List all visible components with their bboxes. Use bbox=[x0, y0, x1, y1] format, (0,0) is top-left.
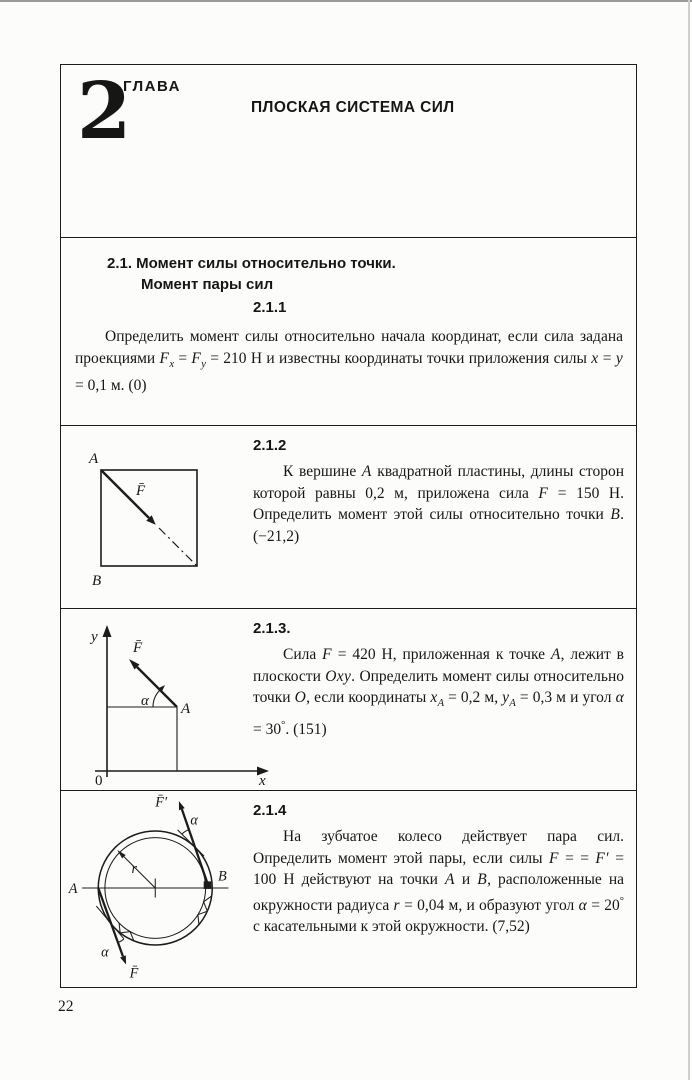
problem-text-2-1-4 bbox=[253, 826, 624, 938]
text-segment: = 100 Н действуют на точки bbox=[253, 849, 624, 888]
text-segment: = 0,2 м, bbox=[444, 689, 503, 706]
text-segment: r bbox=[393, 896, 400, 914]
text-segment: A bbox=[445, 871, 455, 888]
text-segment: Oxy bbox=[325, 667, 352, 685]
text-segment: = 30 bbox=[253, 720, 282, 738]
text-segment: x bbox=[591, 349, 599, 367]
text-segment: , расположенные на окружности радиуса bbox=[253, 871, 625, 914]
text-segment: y bbox=[615, 349, 624, 367]
text-segment: = 0,1 м. (0) bbox=[75, 377, 147, 395]
chapter-header-section bbox=[61, 65, 636, 238]
y-axis-arrowhead bbox=[103, 625, 112, 637]
text-segment: F′ bbox=[595, 849, 609, 867]
text-segment: = 0,3 м и угол bbox=[515, 689, 616, 706]
text-segment: и bbox=[454, 871, 478, 888]
force-f-prime-arrowhead bbox=[179, 801, 185, 810]
text-segment: F bbox=[538, 484, 549, 502]
text-segment: . (151) bbox=[285, 720, 327, 738]
text-segment: . (−21,2) bbox=[253, 506, 624, 545]
vertex-a-label: A bbox=[89, 451, 99, 467]
problem-text-2-1-1 bbox=[75, 326, 623, 397]
problem-2-1-4-section bbox=[61, 791, 636, 983]
text-segment: B bbox=[610, 506, 621, 523]
text-segment: = 210 Н и известны координаты точки приложения силы bbox=[205, 349, 592, 367]
text-segment: = bbox=[174, 349, 192, 367]
diagram-gear-wheel bbox=[65, 793, 255, 983]
point-a-label: A bbox=[68, 880, 78, 897]
text-segment: квадратной пластины, длины сторон которой равны 0,2 м, приложена сила bbox=[253, 463, 624, 502]
angle-alpha-label: α bbox=[141, 693, 149, 709]
scan-right-edge bbox=[688, 0, 690, 1080]
text-segment: A bbox=[361, 463, 372, 480]
text-segment: = bbox=[598, 349, 616, 367]
force-line-extension bbox=[159, 528, 197, 566]
text-segment: К вершине bbox=[283, 463, 362, 480]
angle-alpha-arc bbox=[153, 690, 160, 707]
text-segment: F bbox=[322, 646, 332, 663]
text-segment: O bbox=[294, 689, 307, 706]
force-f-label: F̄ bbox=[133, 640, 143, 656]
text-segment: На зубчатое колесо действует пара сил. Определить момент этой пары, если силы bbox=[253, 828, 624, 867]
problem-number-2-1-1: 2.1.1 bbox=[253, 299, 287, 316]
text-segment: с касательными к этой окружности. (7,52) bbox=[253, 918, 530, 936]
text-segment: y bbox=[201, 358, 206, 370]
point-a-label: A bbox=[181, 701, 191, 717]
origin-label: 0 bbox=[95, 773, 103, 789]
angle-alpha-arc-bottom bbox=[118, 939, 124, 942]
vertex-b-label: B bbox=[92, 573, 102, 589]
text-segment: y bbox=[502, 689, 510, 706]
radius-line bbox=[124, 857, 155, 888]
x-axis-label: x bbox=[259, 773, 266, 789]
chapter-label: ГЛАВА bbox=[123, 78, 181, 95]
section-heading-line2: Момент пары сил bbox=[141, 276, 274, 293]
text-segment: Сила bbox=[283, 646, 323, 663]
text-segment: = 0,04 м, и образуют угол bbox=[399, 896, 579, 914]
chapter-title: ПЛОСКАЯ СИСТЕМА СИЛ bbox=[251, 99, 455, 116]
scan-top-edge bbox=[0, 0, 692, 2]
angle-alpha-arc-top bbox=[182, 830, 189, 834]
problem-number-2-1-3: 2.1.3. bbox=[253, 620, 291, 637]
point-b-label: B bbox=[217, 868, 227, 885]
text-segment: , лежит в плоскости bbox=[253, 646, 624, 685]
problem-2-1-3-section bbox=[61, 609, 636, 791]
section-heading bbox=[107, 253, 396, 295]
diagram-square-plate bbox=[81, 448, 271, 598]
text-segment: A bbox=[437, 698, 445, 710]
problem-number-2-1-4: 2.1.4 bbox=[253, 802, 287, 819]
text-segment: = 420 Н, приложенная к точке bbox=[331, 646, 551, 663]
text-segment: x bbox=[169, 358, 175, 370]
problem-text-2-1-3 bbox=[253, 644, 624, 740]
page-number: 22 bbox=[58, 998, 74, 1015]
text-segment: F bbox=[159, 349, 170, 367]
text-segment: = 20 bbox=[587, 896, 620, 914]
text-segment: A bbox=[509, 698, 516, 710]
problem-number-2-1-2: 2.1.2 bbox=[253, 437, 287, 454]
radius-r-label: r bbox=[131, 860, 138, 877]
text-segment: A bbox=[550, 646, 561, 663]
angle-alpha-top-label: α bbox=[190, 812, 198, 829]
text-segment: = = bbox=[558, 849, 596, 867]
text-segment: . Определить момент силы относительно точки bbox=[253, 667, 625, 706]
y-axis-label: y bbox=[91, 629, 98, 645]
text-segment: x bbox=[430, 689, 438, 706]
force-f-arrowhead bbox=[120, 955, 126, 964]
chapter-number: 2 bbox=[77, 66, 132, 157]
force-f-prime-label: F̄′ bbox=[155, 794, 168, 811]
section-heading-line1: 2.1. Момент силы относительно точки. bbox=[107, 255, 396, 272]
diagram-coordinate-axes bbox=[75, 621, 275, 789]
angle-alpha-bottom-label: α bbox=[101, 944, 109, 961]
text-segment: = 150 Н. Определить момент этой силы относительно точки bbox=[253, 484, 624, 523]
text-segment: α bbox=[578, 896, 587, 914]
content-frame bbox=[60, 64, 637, 988]
problem-2-1-2-section bbox=[61, 426, 636, 609]
text-segment: F bbox=[191, 349, 202, 367]
problem-2-1-1-section bbox=[61, 238, 636, 426]
text-segment: F bbox=[548, 849, 559, 867]
text-segment: ° bbox=[619, 895, 624, 907]
text-segment: Определить момент силы относительно начала координат, если сила задана проекциями bbox=[75, 328, 623, 367]
text-segment: , если координаты bbox=[306, 689, 431, 706]
force-f-label: F̄ bbox=[136, 483, 146, 499]
force-f-label: F̄ bbox=[129, 965, 139, 982]
text-segment: ° bbox=[281, 719, 286, 731]
problem-text-2-1-2 bbox=[253, 461, 624, 547]
text-segment: α bbox=[615, 689, 624, 706]
text-segment: B bbox=[477, 871, 488, 888]
